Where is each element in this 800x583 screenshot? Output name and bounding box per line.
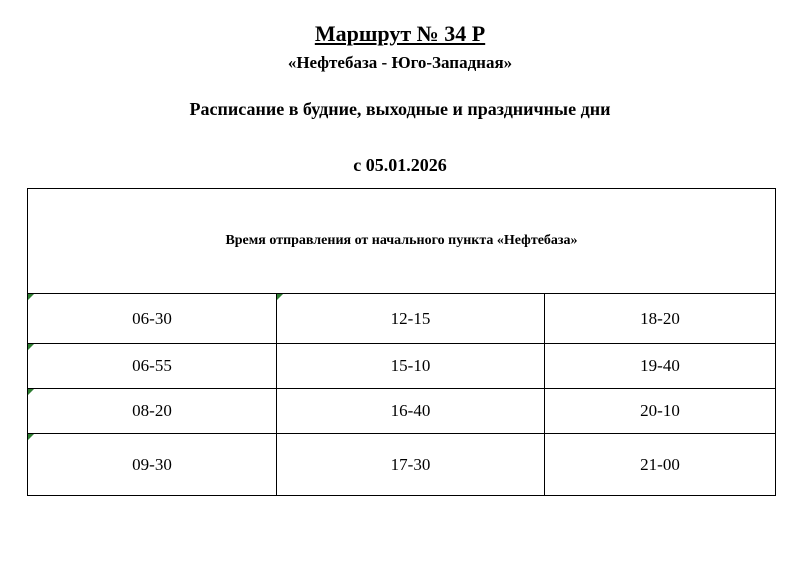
comment-marker-icon <box>277 294 283 300</box>
comment-marker-icon <box>28 389 34 395</box>
table-cell <box>545 294 775 343</box>
table-cell <box>28 434 277 496</box>
departure-time: 20-10 <box>640 401 680 420</box>
departure-time: 18-20 <box>640 308 680 328</box>
table-cell <box>28 294 277 343</box>
table-cell <box>545 344 775 388</box>
table-row <box>28 344 775 389</box>
departure-time: 17-30 <box>390 455 431 474</box>
table-cell <box>545 434 775 496</box>
departure-time: 16-40 <box>390 401 431 420</box>
departure-time: 08-20 <box>132 401 172 420</box>
table-cell <box>277 344 545 388</box>
table-cell <box>28 389 277 433</box>
table-cell <box>277 294 545 343</box>
table-row <box>28 434 775 496</box>
departure-time: 06-55 <box>132 356 172 375</box>
effective-date: с 05.01.2026 <box>353 155 447 175</box>
route-name: «Нефтебаза - Юго-Западная» <box>287 53 513 72</box>
table-header: Время отправления от начального пункта «Нефтебаза» <box>28 189 775 294</box>
comment-marker-icon <box>28 294 34 300</box>
table-cell <box>28 344 277 388</box>
route-title: Маршрут № 34 Р <box>314 21 486 46</box>
schedule-table <box>27 188 776 496</box>
departure-time: 09-30 <box>132 455 172 474</box>
schedule-type: Расписание в будние, выходные и праздничные дни <box>189 99 611 119</box>
departure-time: 19-40 <box>640 356 680 375</box>
table-cell <box>545 389 775 433</box>
departure-time: 15-10 <box>390 356 431 375</box>
departure-time: 06-30 <box>132 308 172 328</box>
table-cell <box>277 389 545 433</box>
table-row <box>28 294 775 344</box>
comment-marker-icon <box>28 434 34 440</box>
comment-marker-icon <box>28 344 34 350</box>
departure-time: 12-15 <box>390 308 431 328</box>
table-row <box>28 389 775 434</box>
departure-time: 21-00 <box>640 455 680 474</box>
table-cell <box>277 434 545 496</box>
